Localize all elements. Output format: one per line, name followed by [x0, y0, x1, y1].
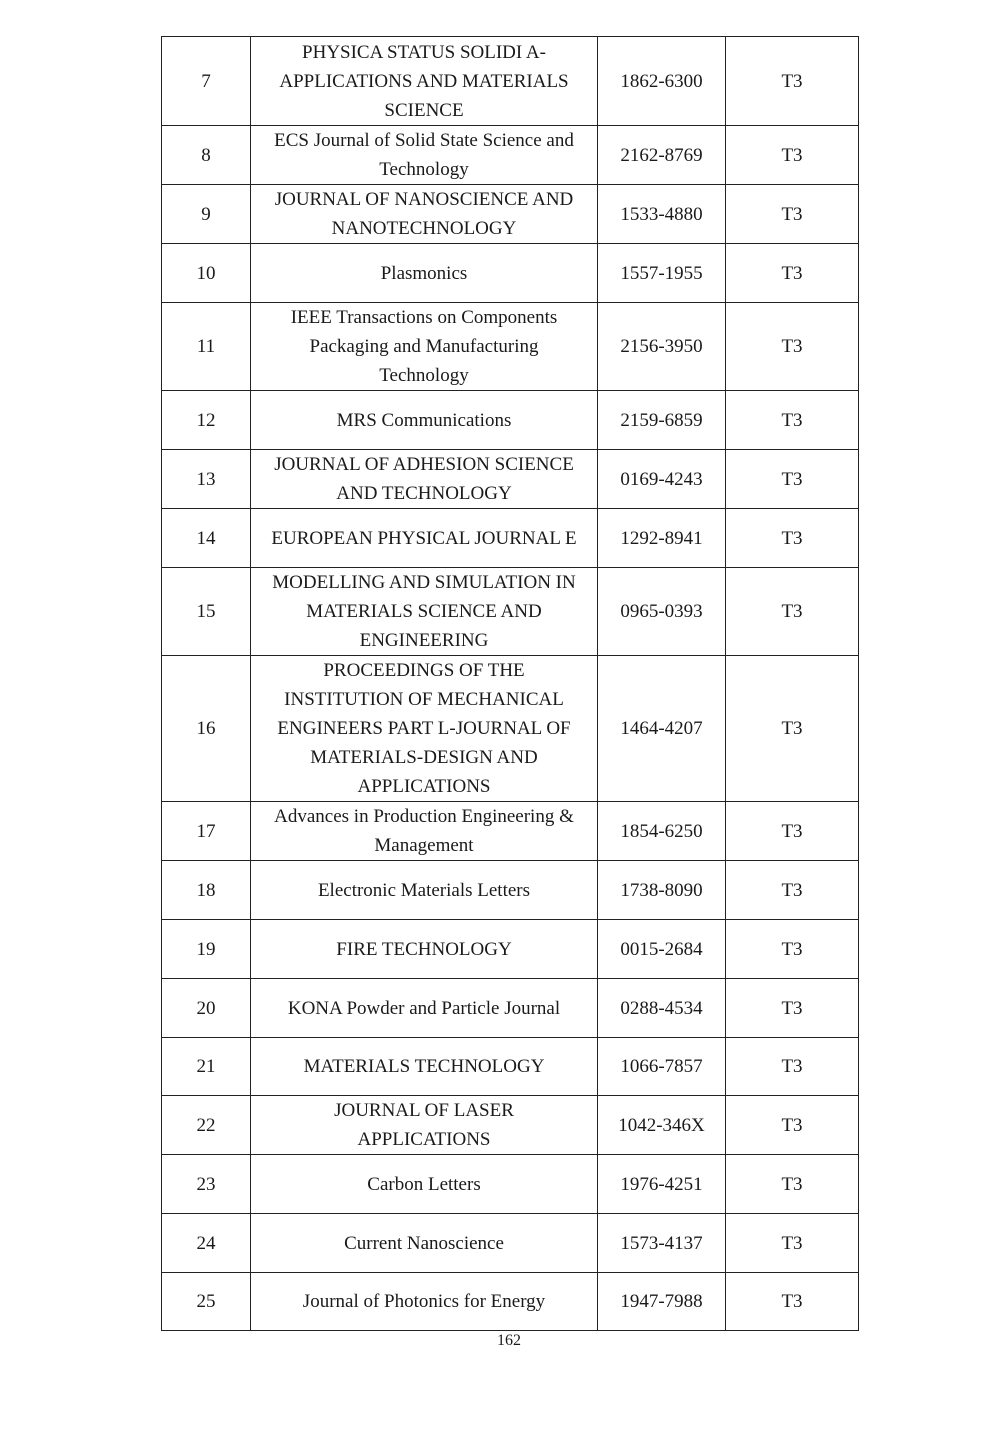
issn-cell: 1862-6300 — [598, 37, 726, 126]
tier-cell: T3 — [726, 920, 859, 979]
issn-cell: 0965-0393 — [598, 568, 726, 656]
tier-cell: T3 — [726, 1096, 859, 1155]
tier-cell: T3 — [726, 185, 859, 244]
issn-cell: 1976-4251 — [598, 1155, 726, 1214]
row-number-cell: 12 — [162, 391, 251, 450]
row-number-cell: 8 — [162, 126, 251, 185]
table-row — [162, 1096, 859, 1155]
issn-cell: 1533-4880 — [598, 185, 726, 244]
table-row — [162, 391, 859, 450]
table-row — [162, 126, 859, 185]
journal-title-cell: Plasmonics — [251, 244, 598, 303]
tier-cell: T3 — [726, 1273, 859, 1331]
journal-title-cell: ECS Journal of Solid State Science and Technology — [251, 126, 598, 185]
journal-title-cell: PROCEEDINGS OF THE INSTITUTION OF MECHANICAL ENGINEERS PART L-JOURNAL OF MATERIALS-DESIGN AND APPLICATIONS — [251, 656, 598, 802]
tier-cell: T3 — [726, 861, 859, 920]
journal-title-cell: JOURNAL OF NANOSCIENCE AND NANOTECHNOLOGY — [251, 185, 598, 244]
row-number-cell: 15 — [162, 568, 251, 656]
issn-cell: 1292-8941 — [598, 509, 726, 568]
issn-cell: 1042-346X — [598, 1096, 726, 1155]
issn-cell: 2162-8769 — [598, 126, 726, 185]
tier-cell: T3 — [726, 244, 859, 303]
issn-cell: 0015-2684 — [598, 920, 726, 979]
row-number-cell: 19 — [162, 920, 251, 979]
table-row — [162, 37, 859, 126]
journal-title-cell: MODELLING AND SIMULATION IN MATERIALS SCIENCE AND ENGINEERING — [251, 568, 598, 656]
issn-cell: 1066-7857 — [598, 1038, 726, 1096]
table-row — [162, 509, 859, 568]
row-number-cell: 20 — [162, 979, 251, 1038]
tier-cell: T3 — [726, 979, 859, 1038]
journal-title-cell: JOURNAL OF ADHESION SCIENCE AND TECHNOLOGY — [251, 450, 598, 509]
issn-cell: 1557-1955 — [598, 244, 726, 303]
journal-title-cell: Advances in Production Engineering & Management — [251, 802, 598, 861]
journal-title-cell: PHYSICA STATUS SOLIDI A-APPLICATIONS AND MATERIALS SCIENCE — [251, 37, 598, 126]
table-row — [162, 656, 859, 802]
issn-cell: 0169-4243 — [598, 450, 726, 509]
table-row — [162, 303, 859, 391]
tier-cell: T3 — [726, 126, 859, 185]
page-number: 162 — [497, 1332, 521, 1349]
table-row — [162, 244, 859, 303]
journal-title-cell: JOURNAL OF LASER APPLICATIONS — [251, 1096, 598, 1155]
tier-cell: T3 — [726, 509, 859, 568]
row-number-cell: 25 — [162, 1273, 251, 1331]
row-number-cell: 24 — [162, 1214, 251, 1273]
row-number-cell: 22 — [162, 1096, 251, 1155]
table-row — [162, 1155, 859, 1214]
issn-cell: 0288-4534 — [598, 979, 726, 1038]
issn-cell: 1738-8090 — [598, 861, 726, 920]
row-number-cell: 16 — [162, 656, 251, 802]
journal-title-cell: Carbon Letters — [251, 1155, 598, 1214]
row-number-cell: 23 — [162, 1155, 251, 1214]
row-number-cell: 11 — [162, 303, 251, 391]
tier-cell: T3 — [726, 1155, 859, 1214]
row-number-cell: 13 — [162, 450, 251, 509]
row-number-cell: 10 — [162, 244, 251, 303]
issn-cell: 1573-4137 — [598, 1214, 726, 1273]
tier-cell: T3 — [726, 568, 859, 656]
journal-title-cell: FIRE TECHNOLOGY — [251, 920, 598, 979]
table-row — [162, 861, 859, 920]
table-row — [162, 568, 859, 656]
tier-cell: T3 — [726, 1214, 859, 1273]
table-row — [162, 979, 859, 1038]
journal-title-cell: EUROPEAN PHYSICAL JOURNAL E — [251, 509, 598, 568]
tier-cell: T3 — [726, 802, 859, 861]
issn-cell: 1464-4207 — [598, 656, 726, 802]
journal-title-cell: Journal of Photonics for Energy — [251, 1273, 598, 1331]
tier-cell: T3 — [726, 37, 859, 126]
journal-title-cell: MRS Communications — [251, 391, 598, 450]
journal-title-cell: Electronic Materials Letters — [251, 861, 598, 920]
tier-cell: T3 — [726, 450, 859, 509]
journal-title-cell: KONA Powder and Particle Journal — [251, 979, 598, 1038]
journal-title-cell: MATERIALS TECHNOLOGY — [251, 1038, 598, 1096]
row-number-cell: 9 — [162, 185, 251, 244]
journal-title-cell: IEEE Transactions on Components Packaging and Manufacturing Technology — [251, 303, 598, 391]
tier-cell: T3 — [726, 656, 859, 802]
issn-cell: 2156-3950 — [598, 303, 726, 391]
row-number-cell: 21 — [162, 1038, 251, 1096]
issn-cell: 1854-6250 — [598, 802, 726, 861]
row-number-cell: 14 — [162, 509, 251, 568]
table-row — [162, 920, 859, 979]
issn-cell: 1947-7988 — [598, 1273, 726, 1331]
table-row — [162, 1038, 859, 1096]
issn-cell: 2159-6859 — [598, 391, 726, 450]
journal-table — [161, 36, 859, 1331]
tier-cell: T3 — [726, 1038, 859, 1096]
table-row — [162, 1273, 859, 1331]
row-number-cell: 18 — [162, 861, 251, 920]
journal-title-cell: Current Nanoscience — [251, 1214, 598, 1273]
table-row — [162, 802, 859, 861]
table-row — [162, 1214, 859, 1273]
tier-cell: T3 — [726, 303, 859, 391]
table-row — [162, 185, 859, 244]
row-number-cell: 17 — [162, 802, 251, 861]
row-number-cell: 7 — [162, 37, 251, 126]
table-row — [162, 450, 859, 509]
tier-cell: T3 — [726, 391, 859, 450]
